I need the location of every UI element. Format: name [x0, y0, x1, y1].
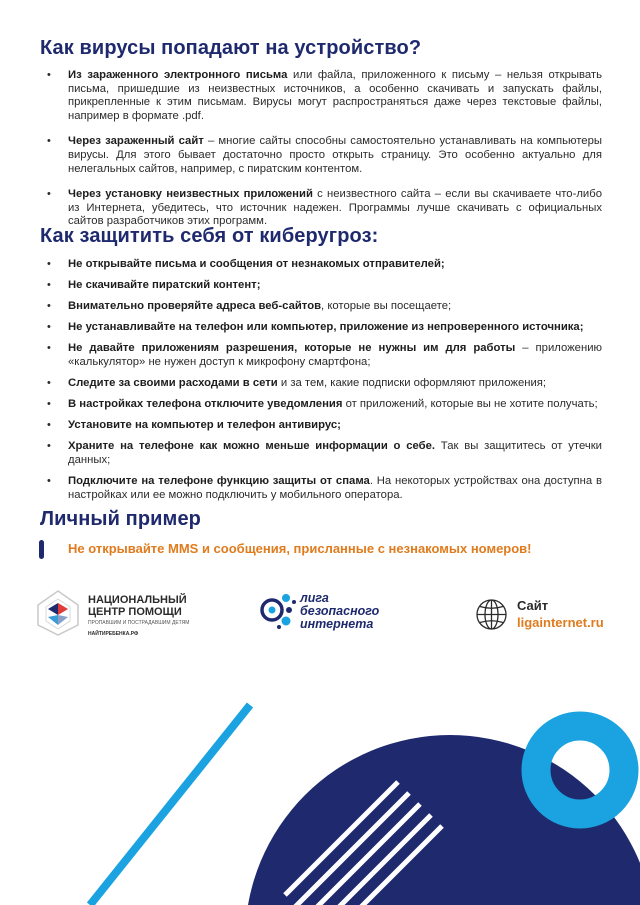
list-item-bold-text: Через зараженный сайт [68, 135, 204, 148]
list-item [40, 279, 602, 293]
list-item-text: – многие сайты способны самостоятельно устанавливать на компьютеры вирусы. Для этого бывает достаточно просто открыть страницу. Это особенно актуально для нелегальных сайтов, например, с пиратским контентом. [68, 135, 602, 175]
list-item-text: и за тем, какие подписки оформляют приложения; [277, 377, 547, 390]
list-item-bold-text: Внимательно проверяйте адреса веб-сайтов [68, 300, 322, 313]
dots-logo-icon [258, 590, 298, 630]
list-item-bold-text: Подключите на телефоне функцию защиты от спама [68, 475, 370, 488]
liga-logo-title: лига безопасного интернета [300, 591, 380, 631]
diamond-logo-icon [36, 589, 80, 637]
list-item-bold-text: Не устанавливайте на телефон или компьютер, приложение из непроверенного источника; [68, 321, 584, 334]
section-heading-viruses: Как вирусы попадают на устройство? [40, 37, 422, 59]
list-item-bold-text: В настройках телефона отключите уведомления [68, 398, 343, 411]
section-heading-protection: Как защитить себя от киберугроз: [40, 225, 379, 247]
site-label: Сайт [517, 598, 549, 613]
list-item-bold-text: Не давайте приложениям разрешения, которые не нужны им для работы [68, 342, 516, 355]
blue-ring-decoration [536, 726, 624, 814]
list-item [40, 300, 602, 314]
list-item-bold-text: Храните на телефоне как можно меньше информации о себе. [68, 440, 436, 453]
ncp-logo-subtitle: ПРОПАВШИМ И ПОСТРАДАВШИМ ДЕТЯМ [88, 620, 190, 626]
protection-tips-list [40, 258, 602, 510]
list-item [40, 258, 602, 272]
blue-stripe-decoration [90, 705, 250, 905]
list-item [40, 475, 602, 502]
list-item [40, 398, 602, 412]
site-url-link[interactable]: ligainternet.ru [517, 615, 604, 630]
list-item-text: – приложению «калькулятор» не нужен доступ к микрофону смартфона; [68, 342, 602, 368]
list-item-text: с неизвестного сайта – если вы скачиваете что-либо из Интернета, убедитесь, что источник надежен. Программы лучше скачивать с официальных сайтов разработчиков этих программ. [68, 188, 602, 228]
list-item-bold-text: Следите за своими расходами в сети [68, 377, 278, 390]
callout-text: Не открывайте MMS и сообщения, присланные с незнакомых номеров! [68, 541, 532, 556]
list-item [40, 440, 602, 467]
list-item-bold-text: Не скачивайте пиратский контент; [68, 279, 261, 292]
section-heading-personal-example: Личный пример [40, 508, 201, 530]
globe-icon [475, 598, 508, 631]
ncp-logo-title: НАЦИОНАЛЬНЫЙ ЦЕНТР ПОМОЩИ [88, 594, 187, 618]
list-item [40, 419, 602, 433]
ncp-logo-url: НАЙТИРЕБЕНКА.РФ [88, 631, 139, 637]
list-item-text: Так вы защититесь от утечки данных; [68, 440, 602, 466]
list-item-text: , которые вы посещаете; [321, 300, 452, 313]
list-item-bold-text: Из зараженного электронного письма [68, 69, 288, 81]
list-item-text: или файла, приложенного к письму – нельзя открывать письма, пришедшие из неизвестных источников, а особенно скачивать и запускать файлы, прикрепленные к этим письмам. Вирусы могут распространяться даже через текстовые файлы, например в формате .pdf. [68, 69, 602, 122]
list-item-text: . На некоторых устройствах она доступна в настройках или ее можно подключить у мобильного оператора. [68, 475, 603, 501]
list-item [40, 69, 602, 123]
list-item [40, 342, 602, 369]
callout-bar [39, 540, 44, 559]
list-item [40, 321, 602, 335]
decorative-shapes [0, 680, 640, 905]
list-item [40, 188, 602, 229]
list-item [40, 135, 602, 176]
list-item-bold-text: Не открывайте письма и сообщения от незнакомых отправителей; [68, 258, 445, 270]
list-item-bold-text: Установите на компьютер и телефон антивирус; [68, 419, 341, 432]
virus-sources-list [40, 69, 602, 241]
list-item-bold-text: Через установку неизвестных приложений [68, 188, 313, 201]
list-item-text: от приложений, которые вы не хотите получать; [342, 398, 598, 411]
list-item [40, 377, 602, 391]
